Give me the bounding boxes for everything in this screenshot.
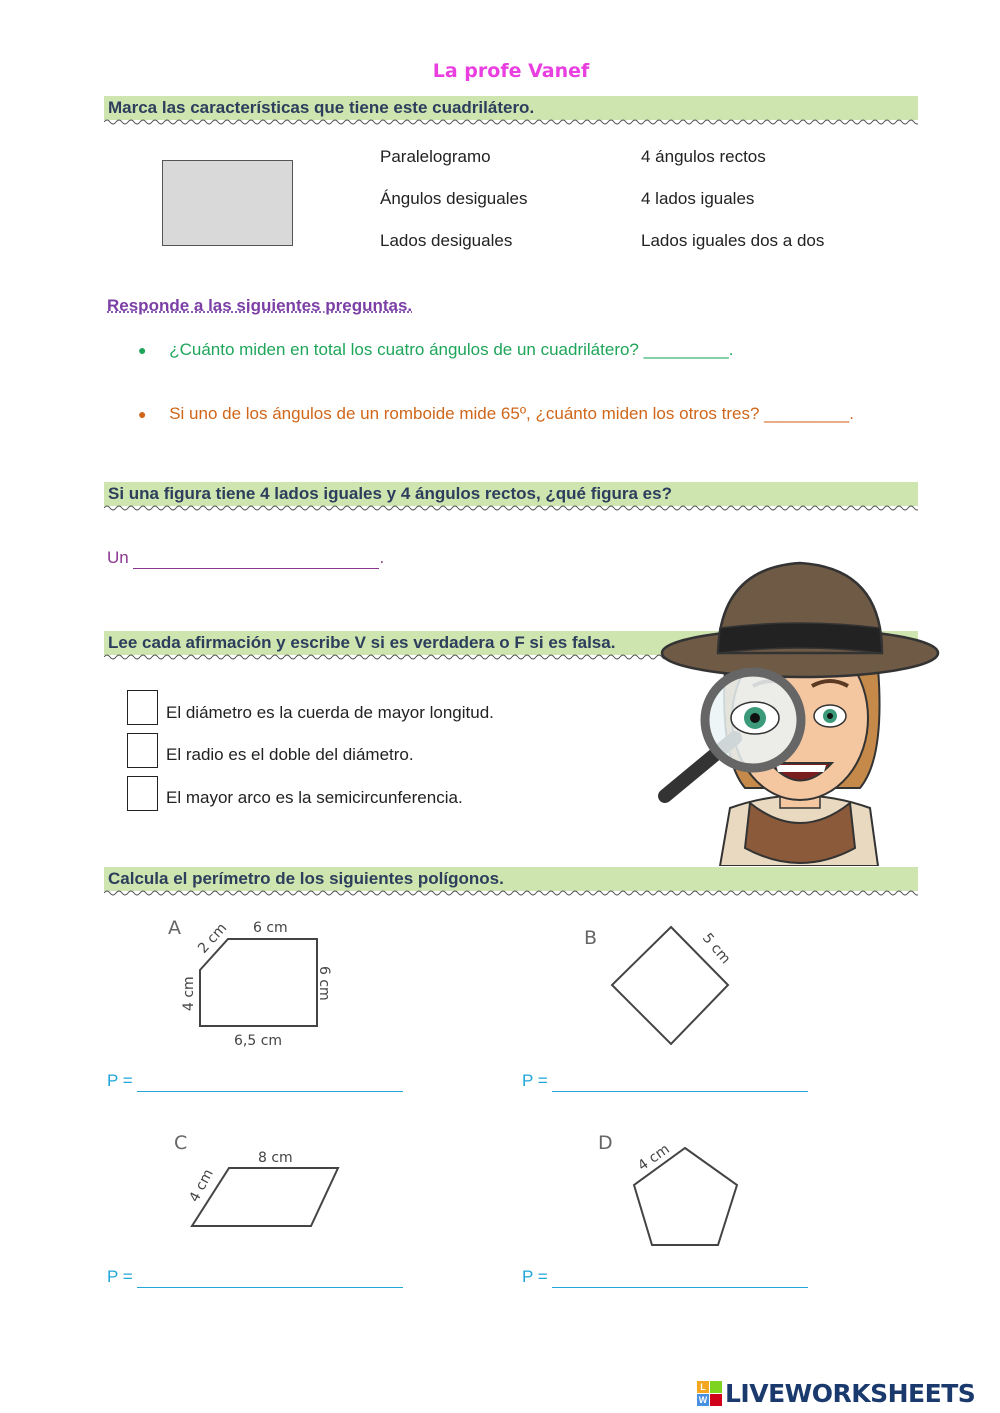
polygon-b xyxy=(578,920,748,1050)
heading-text: Lee cada afirmación y escribe V si es verdadera o F si es falsa. xyxy=(108,633,616,652)
polygon-c-letter: C xyxy=(174,1132,188,1154)
vf-answer-box-3[interactable] xyxy=(127,776,158,811)
answer-suffix: . xyxy=(379,548,385,567)
label-a-top: 6 cm xyxy=(253,920,288,936)
label-a-left: 4 cm xyxy=(181,976,197,1011)
option-lados-iguales-dos-a-dos[interactable]: Lados iguales dos a dos xyxy=(641,231,825,250)
statement-3: El mayor arco es la semicircunferencia. xyxy=(166,788,463,807)
polygon-d xyxy=(590,1125,750,1255)
perimeter-input-c[interactable] xyxy=(137,1267,403,1288)
heading-text: Si una figura tiene 4 lados iguales y 4 ángulos rectos, ¿qué figura es? xyxy=(108,484,672,503)
statement-1: El diámetro es la cuerda de mayor longitud. xyxy=(166,703,494,722)
wavy-divider xyxy=(104,504,918,512)
option-angulos-desiguales[interactable]: Ángulos desiguales xyxy=(380,189,528,208)
option-lados-desiguales[interactable]: Lados desiguales xyxy=(380,231,513,250)
perimeter-answer-c xyxy=(107,1267,403,1288)
heading-text: Marca las características que tiene este cuadrilátero. xyxy=(108,98,535,117)
perimeter-input-a[interactable] xyxy=(137,1071,403,1092)
liveworksheets-logo xyxy=(697,1378,975,1408)
wavy-divider xyxy=(104,889,918,897)
hat-band xyxy=(718,623,882,653)
answer-blank-field[interactable] xyxy=(133,548,379,569)
section-heading-figure xyxy=(104,482,918,506)
pupil-left xyxy=(750,713,760,723)
perimeter-label: P = xyxy=(522,1071,548,1090)
label-a-diagonal: 2 cm xyxy=(195,920,231,957)
teeth-shape xyxy=(776,765,826,772)
detective-avatar-illustration xyxy=(650,558,945,866)
polygon-c xyxy=(160,1125,360,1235)
perimeter-label: P = xyxy=(522,1267,548,1286)
bullet-icon: ● xyxy=(138,406,147,422)
perimeter-answer-d xyxy=(522,1267,808,1288)
perimeter-answer-a xyxy=(107,1071,403,1092)
logo-grid-icon xyxy=(697,1381,722,1406)
perimeter-answer-b xyxy=(522,1071,808,1092)
section-heading-questions: Responde a las siguientes preguntas. xyxy=(107,296,413,315)
question-2-text[interactable]: Si uno de los ángulos de un romboide mide 65º, ¿cuánto miden los otros tres? _________. xyxy=(169,404,854,423)
polygon-a xyxy=(160,910,350,1055)
section-heading-perimeter xyxy=(104,867,918,891)
label-d-side: 4 cm xyxy=(635,1141,673,1175)
title-text: La profe Vanef xyxy=(432,60,590,82)
option-4-angulos-rectos[interactable]: 4 ángulos rectos xyxy=(641,147,766,166)
vf-answer-box-2[interactable] xyxy=(127,733,158,768)
option-4-lados-iguales[interactable]: 4 lados iguales xyxy=(641,189,755,208)
label-a-right: 6 cm xyxy=(316,966,332,1001)
bullet-icon: ● xyxy=(138,342,147,358)
option-paralelogramo[interactable]: Paralelogramo xyxy=(380,147,491,166)
label-c-side: 4 cm xyxy=(186,1166,217,1205)
section-heading-characteristics xyxy=(104,96,918,120)
label-b-side: 5 cm xyxy=(698,930,734,968)
logo-cell-l: L xyxy=(697,1381,709,1393)
question-1 xyxy=(138,340,733,360)
label-c-top: 8 cm xyxy=(258,1150,293,1166)
logo-text: LIVEWORKSHEETS xyxy=(725,1378,976,1408)
answer-prefix: Un xyxy=(107,548,129,567)
figure-answer xyxy=(107,548,384,569)
quadrilateral-rectangle xyxy=(162,160,293,246)
logo-cell xyxy=(710,1394,722,1406)
polygon-b-letter: B xyxy=(584,927,598,949)
question-2 xyxy=(138,404,854,424)
logo-cell-w: W xyxy=(698,1394,708,1405)
pupil-right xyxy=(827,713,833,719)
vf-answer-box-1[interactable] xyxy=(127,690,158,725)
perimeter-input-b[interactable] xyxy=(552,1071,808,1092)
perimeter-label: P = xyxy=(107,1071,133,1090)
polygon-a-letter: A xyxy=(168,917,181,939)
polygon-a-outline xyxy=(200,939,317,1026)
statement-2: El radio es el doble del diámetro. xyxy=(166,745,414,764)
wavy-divider xyxy=(104,118,918,126)
heading-text: Calcula el perímetro de los siguientes polígonos. xyxy=(108,869,504,888)
logo-cell xyxy=(710,1381,722,1393)
perimeter-label: P = xyxy=(107,1267,133,1286)
question-1-text[interactable]: ¿Cuánto miden en total los cuatro ángulos de un cuadrilátero? _________. xyxy=(169,340,734,359)
label-a-bottom: 6,5 cm xyxy=(234,1033,283,1049)
polygon-d-letter: D xyxy=(598,1132,613,1154)
perimeter-input-d[interactable] xyxy=(552,1267,808,1288)
page-title xyxy=(0,60,1000,82)
